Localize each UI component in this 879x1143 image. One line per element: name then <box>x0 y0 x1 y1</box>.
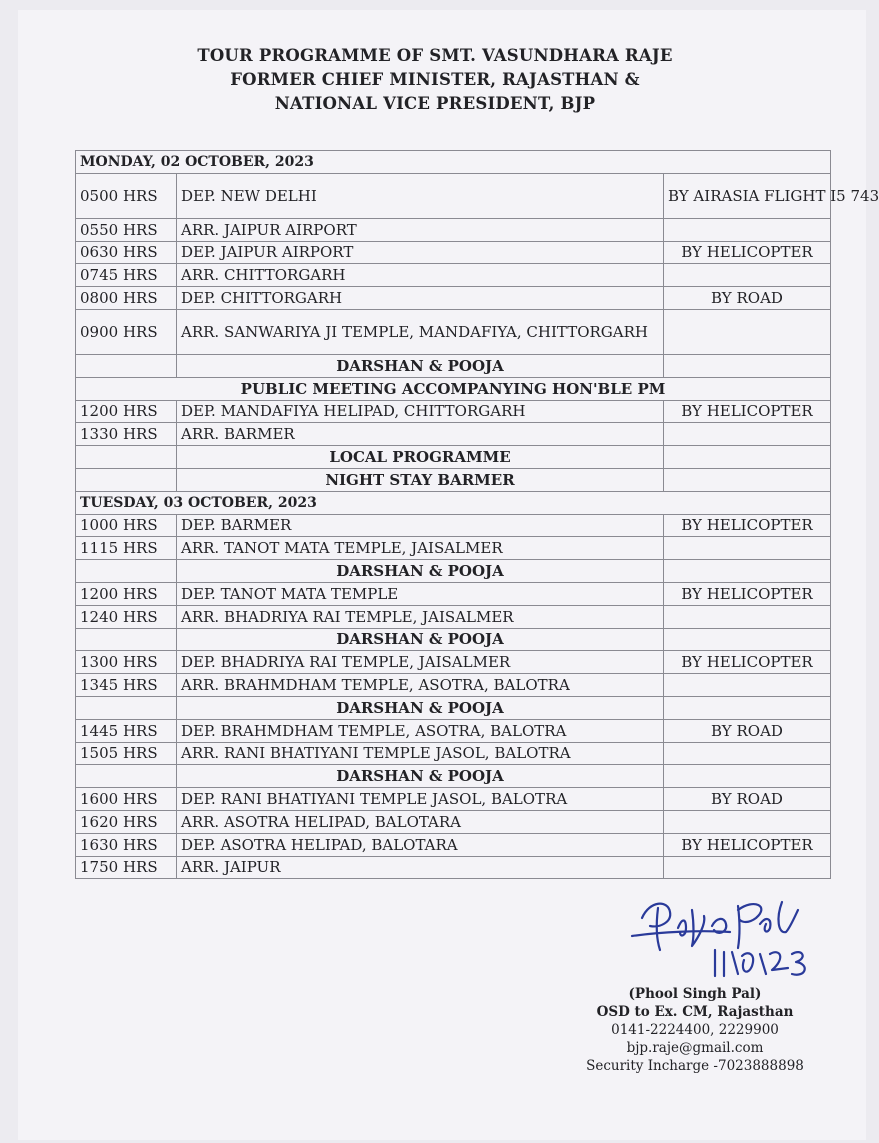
event-cell: ARR. TANOT MATA TEMPLE, JAISALMER <box>177 537 664 560</box>
time-cell: 0550 HRS <box>76 218 177 241</box>
event-cell: ARR. JAIPUR <box>177 856 664 879</box>
event-cell: ARR. JAIPUR AIRPORT <box>177 218 664 241</box>
table-row <box>76 651 831 674</box>
note-row <box>76 446 831 469</box>
note-row <box>76 468 831 491</box>
mode-cell: BY ROAD <box>664 287 831 310</box>
event-cell: DEP. ASOTRA HELIPAD, BALOTARA <box>177 833 664 856</box>
darshan-note: DARSHAN & POOJA <box>177 560 664 583</box>
event-cell: DEP. RANI BHATIYANI TEMPLE JASOL, BALOTRA <box>177 788 664 811</box>
event-cell: ARR. BARMER <box>177 423 664 446</box>
table-row <box>76 833 831 856</box>
table-row <box>76 674 831 697</box>
time-cell: 0500 HRS <box>76 173 177 218</box>
time-cell: 0900 HRS <box>76 309 177 354</box>
mode-cell: BY ROAD <box>664 719 831 742</box>
time-cell: 0800 HRS <box>76 287 177 310</box>
time-cell-empty <box>76 468 177 491</box>
mode-cell <box>664 605 831 628</box>
table-row <box>76 514 831 537</box>
table-row <box>76 742 831 765</box>
darshan-note: DARSHAN & POOJA <box>177 765 664 788</box>
mode-cell <box>664 674 831 697</box>
event-cell: ARR. BRAHMDHAM TEMPLE, ASOTRA, BALOTRA <box>177 674 664 697</box>
event-cell: ARR. ASOTRA HELIPAD, BALOTARA <box>177 810 664 833</box>
time-cell: 1115 HRS <box>76 537 177 560</box>
time-cell: 1505 HRS <box>76 742 177 765</box>
mode-cell-empty <box>664 446 831 469</box>
note-row <box>76 560 831 583</box>
darshan-note: DARSHAN & POOJA <box>177 628 664 651</box>
mode-cell: BY HELICOPTER <box>664 400 831 423</box>
time-cell-empty <box>76 696 177 719</box>
mode-cell: BY ROAD <box>664 788 831 811</box>
table-row <box>76 810 831 833</box>
table-row <box>76 788 831 811</box>
title-line-2: FORMER CHIEF MINISTER, RAJASTHAN & <box>230 70 640 89</box>
event-cell: DEP. BHADRIYA RAI TEMPLE, JAISALMER <box>177 651 664 674</box>
mode-cell: BY HELICOPTER <box>664 241 831 264</box>
time-cell: 1300 HRS <box>76 651 177 674</box>
day-heading: TUESDAY, 03 OCTOBER, 2023 <box>76 491 831 514</box>
time-cell: 1200 HRS <box>76 400 177 423</box>
mode-cell-empty <box>664 628 831 651</box>
mode-cell-empty <box>664 765 831 788</box>
table-row <box>76 400 831 423</box>
table-row <box>76 719 831 742</box>
time-cell: 1620 HRS <box>76 810 177 833</box>
note-row <box>76 765 831 788</box>
time-cell-empty <box>76 354 177 377</box>
time-cell: 0745 HRS <box>76 264 177 287</box>
mode-cell <box>664 856 831 879</box>
mode-cell <box>664 423 831 446</box>
event-cell: DEP. BARMER <box>177 514 664 537</box>
time-cell: 1345 HRS <box>76 674 177 697</box>
time-cell: 1240 HRS <box>76 605 177 628</box>
time-cell-empty <box>76 560 177 583</box>
mode-cell: BY HELICOPTER <box>664 833 831 856</box>
note-row <box>76 377 831 400</box>
signature-block <box>560 985 830 1075</box>
time-cell: 1600 HRS <box>76 788 177 811</box>
day-heading: MONDAY, 02 OCTOBER, 2023 <box>76 151 831 174</box>
time-cell: 1750 HRS <box>76 856 177 879</box>
table-row <box>76 173 831 218</box>
day-heading-row <box>76 491 831 514</box>
mode-cell-empty <box>664 354 831 377</box>
table-row <box>76 537 831 560</box>
public-meeting-note: PUBLIC MEETING ACCOMPANYING HON'BLE PM <box>76 377 831 400</box>
table-row <box>76 287 831 310</box>
title-line-3: NATIONAL VICE PRESIDENT, BJP <box>274 94 596 113</box>
event-cell: DEP. BRAHMDHAM TEMPLE, ASOTRA, BALOTRA <box>177 719 664 742</box>
darshan-note: DARSHAN & POOJA <box>177 354 664 377</box>
schedule-table <box>75 150 879 879</box>
event-cell: ARR. SANWARIYA JI TEMPLE, MANDAFIYA, CHITTORGARH <box>177 309 664 354</box>
mode-cell <box>664 309 831 354</box>
event-cell: DEP. TANOT MATA TEMPLE <box>177 582 664 605</box>
security-contact: Security Incharge -7023888898 <box>586 1058 804 1074</box>
mode-cell-empty <box>664 468 831 491</box>
mode-cell: BY HELICOPTER <box>664 582 831 605</box>
mode-cell: BY HELICOPTER <box>664 651 831 674</box>
document-title <box>0 44 870 116</box>
signatory-designation: OSD to Ex. CM, Rajasthan <box>596 1004 794 1020</box>
table-row <box>76 241 831 264</box>
table-row <box>76 582 831 605</box>
event-cell: ARR. CHITTORGARH <box>177 264 664 287</box>
mode-cell <box>664 264 831 287</box>
time-cell-empty <box>76 765 177 788</box>
event-cell: DEP. JAIPUR AIRPORT <box>177 241 664 264</box>
mode-cell: BY AIRASIA FLIGHT I5 743 <box>664 173 831 218</box>
time-cell: 0630 HRS <box>76 241 177 264</box>
event-cell: DEP. CHITTORGARH <box>177 287 664 310</box>
darshan-note: DARSHAN & POOJA <box>177 696 664 719</box>
note-row <box>76 354 831 377</box>
mode-cell: BY HELICOPTER <box>664 514 831 537</box>
table-row <box>76 856 831 879</box>
mode-cell-empty <box>664 560 831 583</box>
table-row <box>76 264 831 287</box>
event-cell: DEP. MANDAFIYA HELIPAD, CHITTORGARH <box>177 400 664 423</box>
table-row <box>76 218 831 241</box>
time-cell-empty <box>76 446 177 469</box>
event-cell: DEP. NEW DELHI <box>177 173 664 218</box>
table-row <box>76 309 831 354</box>
time-cell: 1000 HRS <box>76 514 177 537</box>
mode-cell-empty <box>664 696 831 719</box>
mode-cell <box>664 537 831 560</box>
title-line-1: TOUR PROGRAMME OF SMT. VASUNDHARA RAJE <box>197 46 673 65</box>
local-programme-note: LOCAL PROGRAMME <box>177 446 664 469</box>
signatory-email: bjp.raje@gmail.com <box>626 1040 764 1056</box>
night-stay-note: NIGHT STAY BARMER <box>177 468 664 491</box>
day-heading-row <box>76 151 831 174</box>
note-row <box>76 696 831 719</box>
event-cell: ARR. RANI BHATIYANI TEMPLE JASOL, BALOTRA <box>177 742 664 765</box>
note-row <box>76 628 831 651</box>
table-row <box>76 605 831 628</box>
table-row <box>76 423 831 446</box>
time-cell: 1200 HRS <box>76 582 177 605</box>
time-cell: 1330 HRS <box>76 423 177 446</box>
signatory-name: (Phool Singh Pal) <box>628 986 762 1002</box>
event-cell: ARR. BHADRIYA RAI TEMPLE, JAISALMER <box>177 605 664 628</box>
signatory-phone: 0141-2224400, 2229900 <box>611 1022 779 1038</box>
mode-cell <box>664 218 831 241</box>
time-cell-empty <box>76 628 177 651</box>
time-cell: 1630 HRS <box>76 833 177 856</box>
time-cell: 1445 HRS <box>76 719 177 742</box>
mode-cell <box>664 810 831 833</box>
mode-cell <box>664 742 831 765</box>
handwritten-signature <box>620 888 840 988</box>
